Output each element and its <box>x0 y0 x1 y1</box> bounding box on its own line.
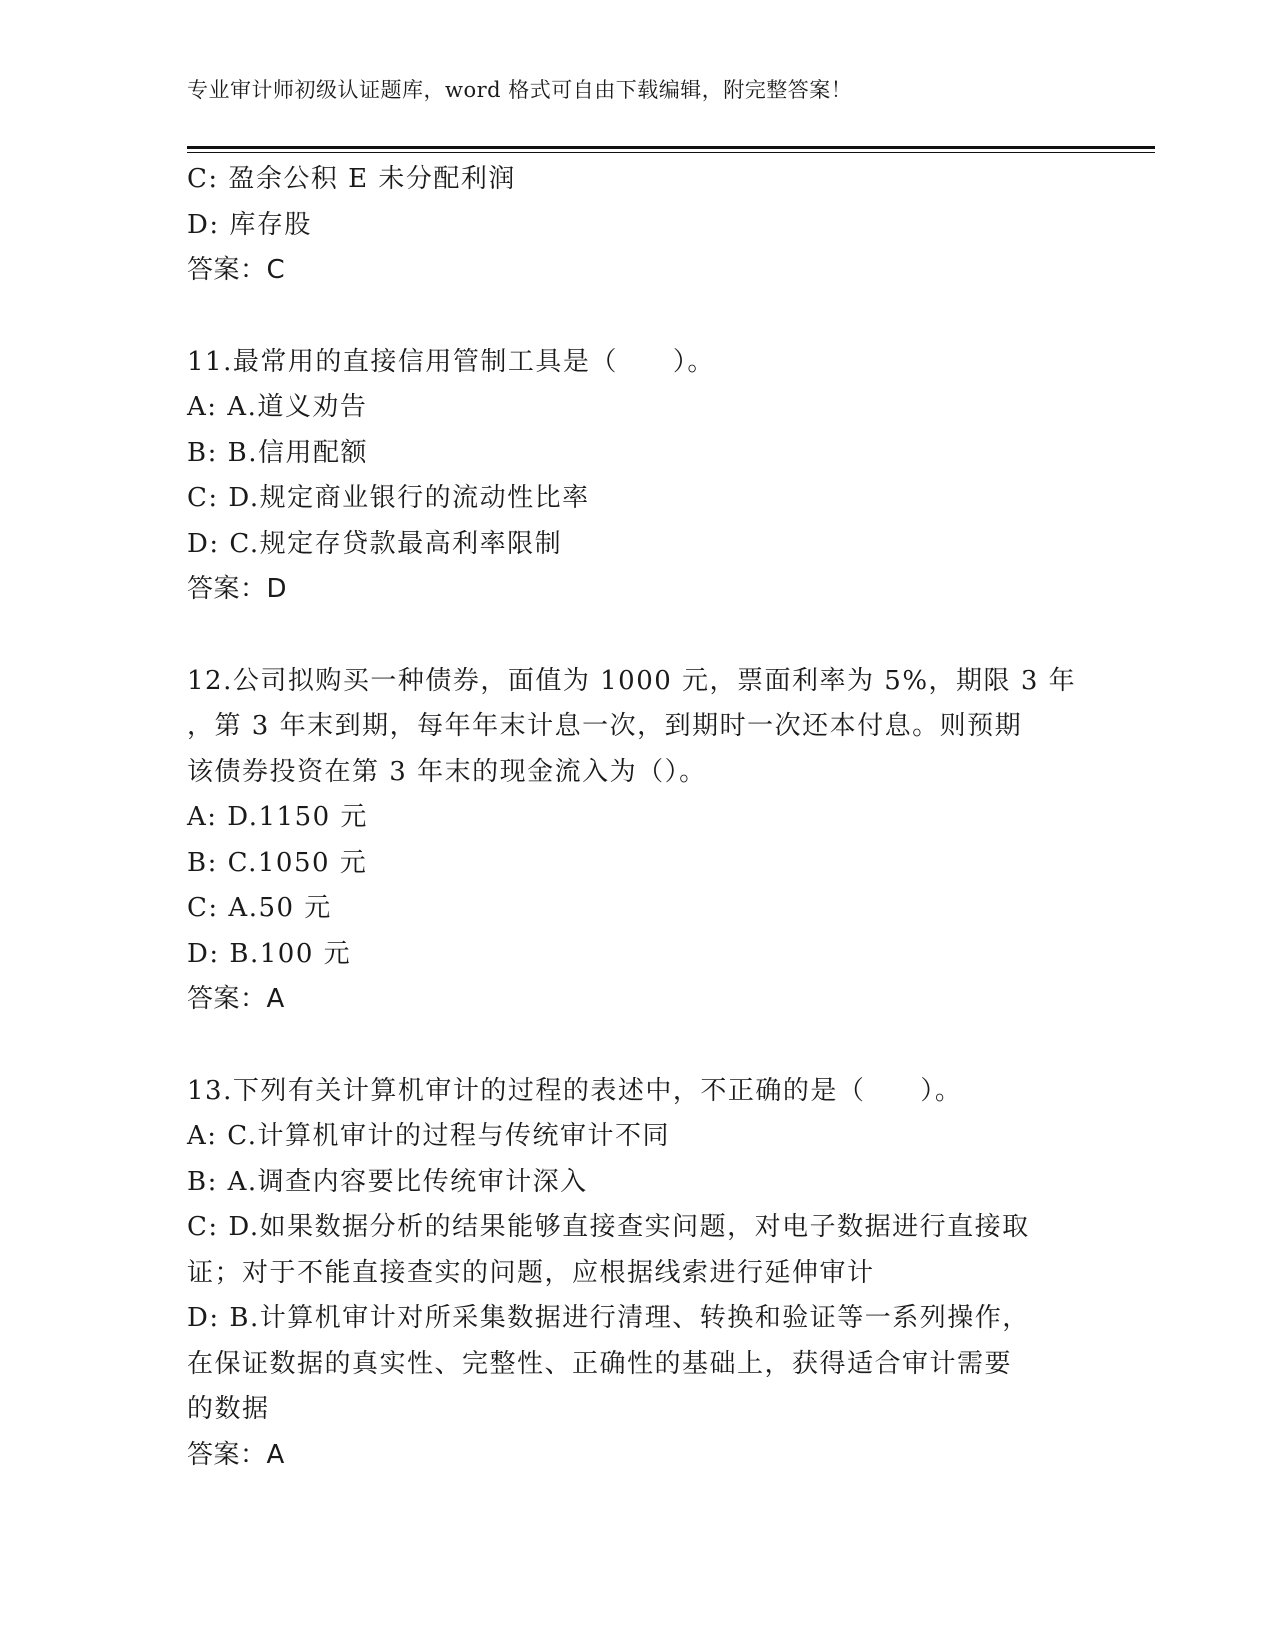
option-line: D: B.计算机审计对所采集数据进行清理、转换和验证等一系列操作， <box>187 1303 1030 1333</box>
option-line: B: A.调查内容要比传统审计深入 <box>187 1166 588 1197</box>
answer-line: 答案：A <box>187 984 285 1014</box>
option-line-continued: 证；对于不能直接查实的问题，应根据线索进行延伸审计 <box>187 1257 875 1288</box>
question-stem: 13.下列有关计算机审计的过程的表述中，不正确的是（ ）。 <box>187 1075 963 1106</box>
question-content <box>187 157 1087 1478</box>
option-line-continued: 的数据 <box>187 1394 270 1424</box>
option-line: D: B.100 元 <box>187 938 352 969</box>
question-block-12 <box>187 659 1087 1023</box>
option-line: D: C.规定存贷款最高利率限制 <box>187 528 563 559</box>
option-line: D: 库存股 <box>187 209 312 240</box>
option-line: C: 盈余公积 E 未分配利润 <box>187 164 516 194</box>
option-line: A: A.道义劝告 <box>187 392 368 422</box>
question-stem: 该债券投资在第 3 年末的现金流入为（）。 <box>187 756 707 787</box>
spacer <box>187 294 1087 340</box>
spacer <box>187 613 1087 659</box>
question-block-11 <box>187 340 1087 613</box>
option-line: A: C.计算机审计的过程与传统审计不同 <box>187 1121 671 1151</box>
question-block-13 <box>187 1069 1087 1479</box>
option-line: A: D.1150 元 <box>187 802 368 832</box>
question-stem: ，第 3 年末到期，每年年末计息一次，到期时一次还本付息。则预期 <box>187 711 1023 741</box>
header-divider-thick <box>187 146 1155 149</box>
header-divider-thin <box>187 152 1155 153</box>
question-stem: 11.最常用的直接信用管制工具是（ ）。 <box>187 346 715 377</box>
answer-line: 答案：C <box>187 255 286 285</box>
option-line: C: A.50 元 <box>187 893 332 923</box>
spacer <box>187 1023 1087 1069</box>
answer-line: 答案：D <box>187 574 288 604</box>
answer-line: 答案：A <box>187 1439 285 1470</box>
option-line: B: B.信用配额 <box>187 437 369 468</box>
option-line: B: C.1050 元 <box>187 847 368 878</box>
option-line-continued: 在保证数据的真实性、完整性、正确性的基础上，获得适合审计需要 <box>187 1348 1013 1379</box>
prev-question-block <box>187 157 1087 294</box>
option-line: C: D.如果数据分析的结果能够直接查实问题，对电子数据进行直接取 <box>187 1212 1030 1242</box>
question-stem: 12.公司拟购买一种债券，面值为 1000 元，票面利率为 5%，期限 3 年 <box>187 665 1077 696</box>
option-line: C: D.规定商业银行的流动性比率 <box>187 483 590 513</box>
page-header: 专业审计师初级认证题库，word 格式可自由下载编辑，附完整答案！ <box>187 78 853 102</box>
